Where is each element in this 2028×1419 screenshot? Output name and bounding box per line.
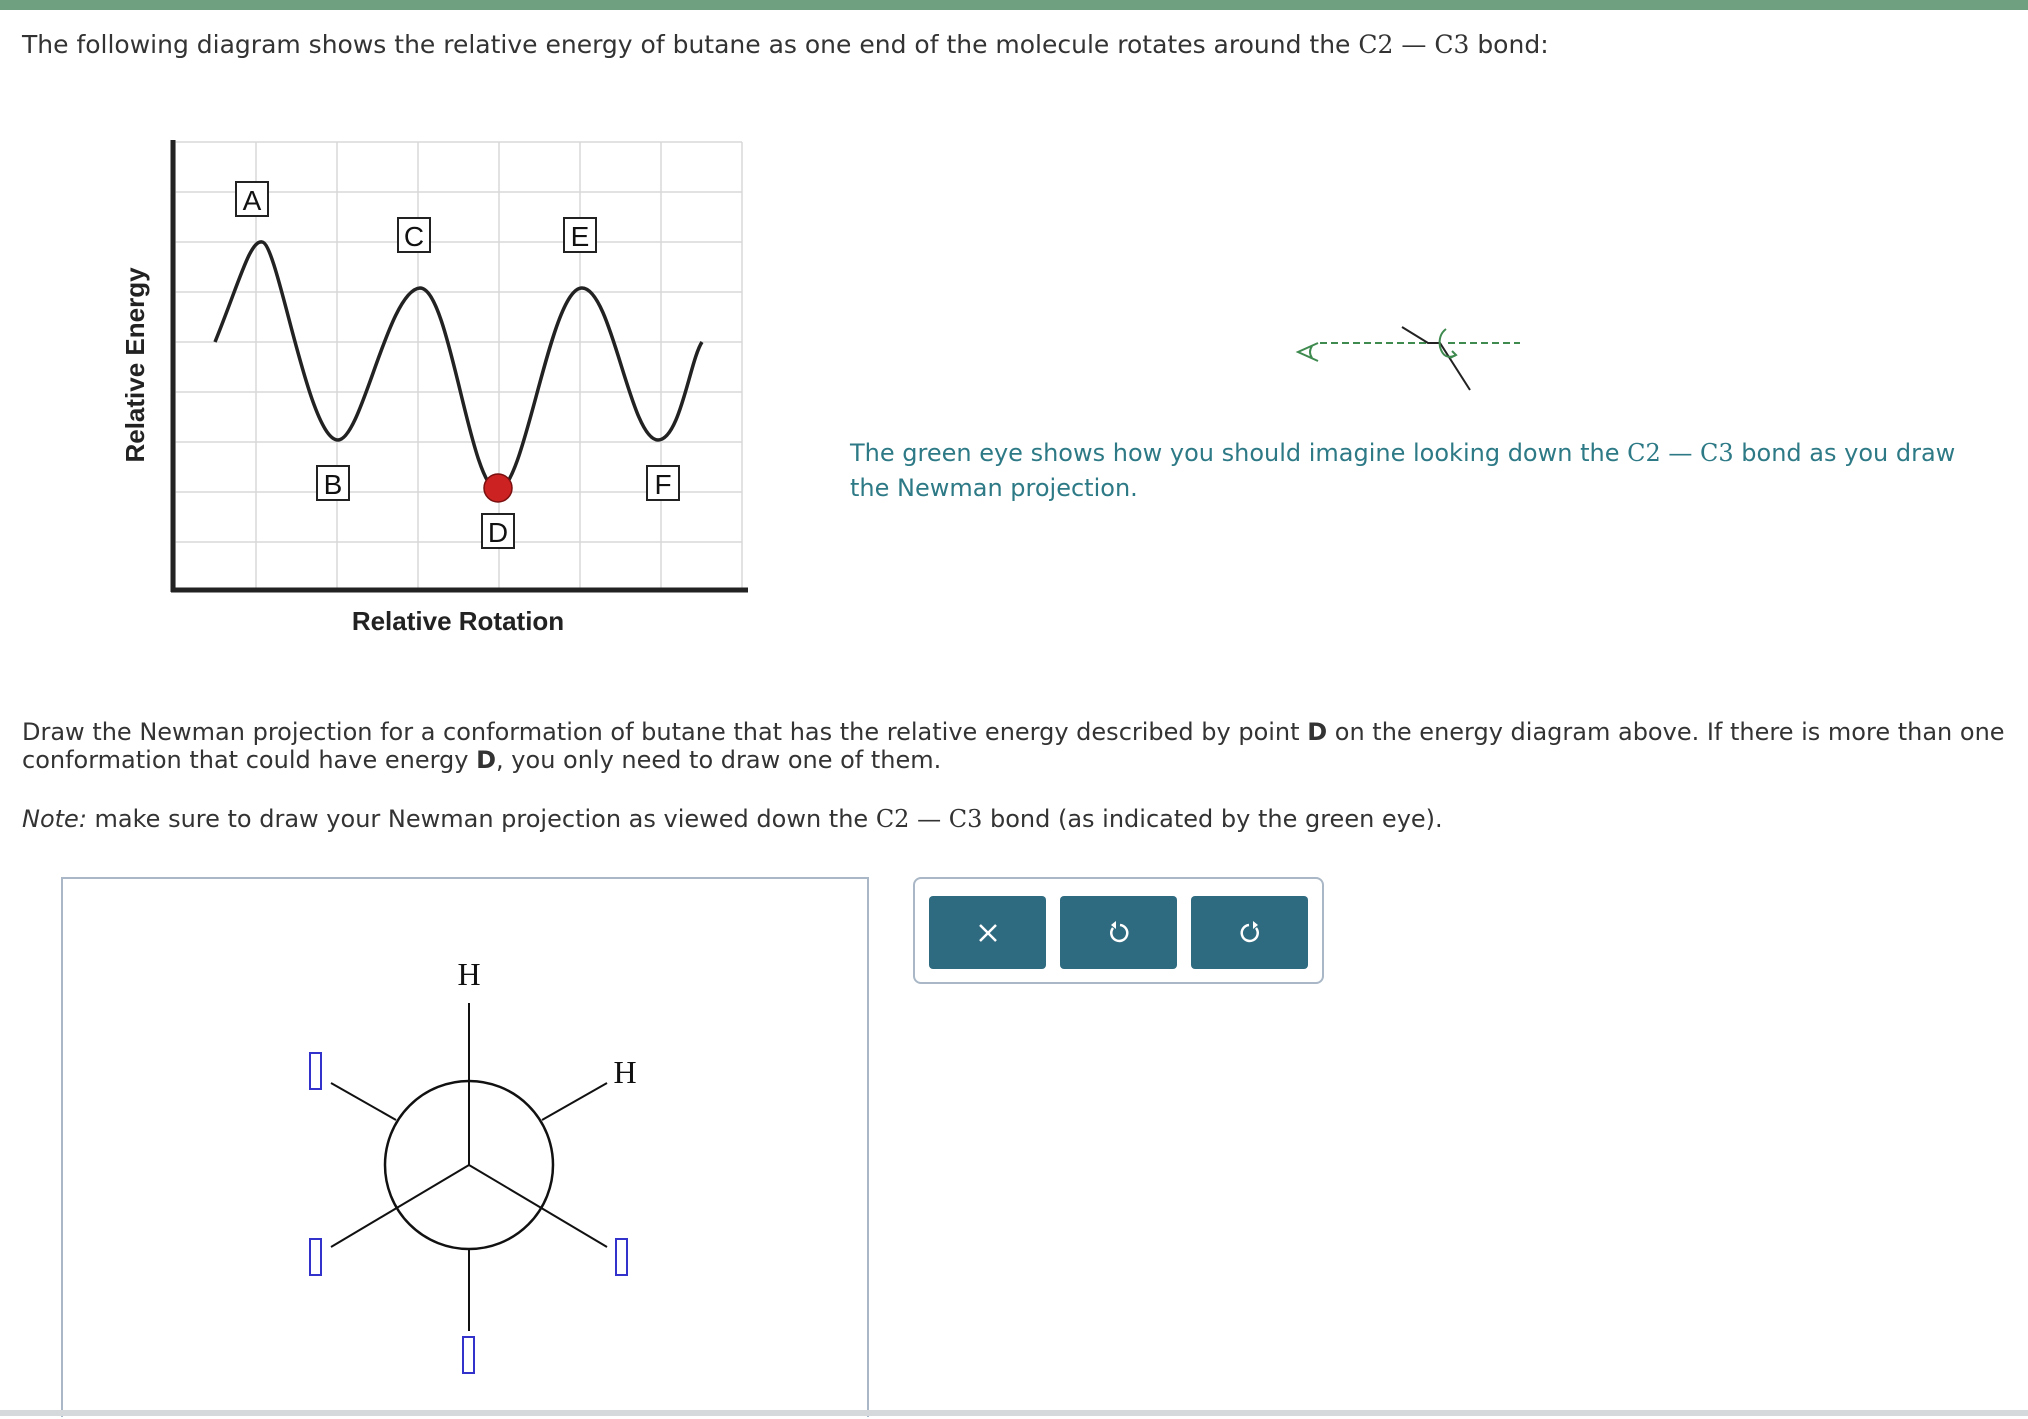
back-bond-upper-left[interactable] xyxy=(331,1083,396,1120)
undo-button[interactable] xyxy=(1060,896,1177,969)
y-axis-label: Relative Energy xyxy=(120,267,150,463)
x-axis-label: Relative Rotation xyxy=(351,606,565,636)
green-eye-illustration xyxy=(1290,325,1530,405)
point-c-label: C xyxy=(403,221,425,252)
point-d-marker xyxy=(484,474,512,502)
intro-bond: C2 — C3 xyxy=(1358,30,1470,59)
drawing-toolbar xyxy=(913,877,1324,984)
point-e-label: E xyxy=(570,221,590,252)
front-bond-lower-right[interactable] xyxy=(469,1165,607,1247)
back-bond-upper-right[interactable] xyxy=(542,1083,607,1120)
note-bond: C2 — C3 xyxy=(875,805,983,833)
top-accent-bar xyxy=(0,0,2028,10)
newman-drawing-canvas[interactable] xyxy=(61,877,869,1417)
prompt-point-1: D xyxy=(1307,718,1328,746)
empty-slot-front-lower-right[interactable] xyxy=(616,1239,627,1275)
empty-slot-back-upper-left[interactable] xyxy=(310,1053,321,1089)
eye-caption: The green eye shows how you should imagine looking down the C2 — C3 bond as you draw the Newman projection. xyxy=(850,439,1956,502)
bottom-scroll-bar xyxy=(0,1410,2028,1416)
butane-skeleton xyxy=(1402,327,1470,390)
front-bond-lower-left[interactable] xyxy=(331,1165,469,1247)
undo-icon xyxy=(1105,919,1133,947)
energy-curve xyxy=(215,242,702,490)
note-label: Note: xyxy=(22,805,87,833)
close-icon xyxy=(975,920,1001,946)
empty-slot-front-lower-left[interactable] xyxy=(310,1239,321,1275)
prompt-point-2: D xyxy=(476,746,497,774)
point-a-label: A xyxy=(242,185,262,216)
back-upper-right-substituent[interactable]: H xyxy=(613,1054,637,1090)
point-f-label: F xyxy=(654,469,672,500)
empty-slot-back-bottom[interactable] xyxy=(463,1337,474,1373)
energy-diagram xyxy=(110,130,760,650)
newman-projection[interactable] xyxy=(63,879,869,1419)
redo-icon xyxy=(1236,919,1264,947)
eye-caption-bond: C2 — C3 xyxy=(1627,439,1734,467)
question-prompt: Draw the Newman projection for a conformation of butane that has the relative energy described by point D on the energy diagram above. If there is more than one conformation that could have energy D, you only need to draw one of them. xyxy=(22,718,2005,774)
green-eye-icon xyxy=(1298,343,1318,361)
clear-button[interactable] xyxy=(929,896,1046,969)
point-d-label: D xyxy=(487,517,509,548)
intro-text: The following diagram shows the relative energy of butane as one end of the molecule rotates around the C2 — C3 bond: xyxy=(22,30,1549,59)
front-top-substituent[interactable]: H xyxy=(457,956,481,992)
redo-button[interactable] xyxy=(1191,896,1308,969)
point-b-label: B xyxy=(323,469,343,500)
note-text: Note: make sure to draw your Newman projection as viewed down the C2 — C3 bond (as indicated by the green eye). xyxy=(22,805,1443,833)
